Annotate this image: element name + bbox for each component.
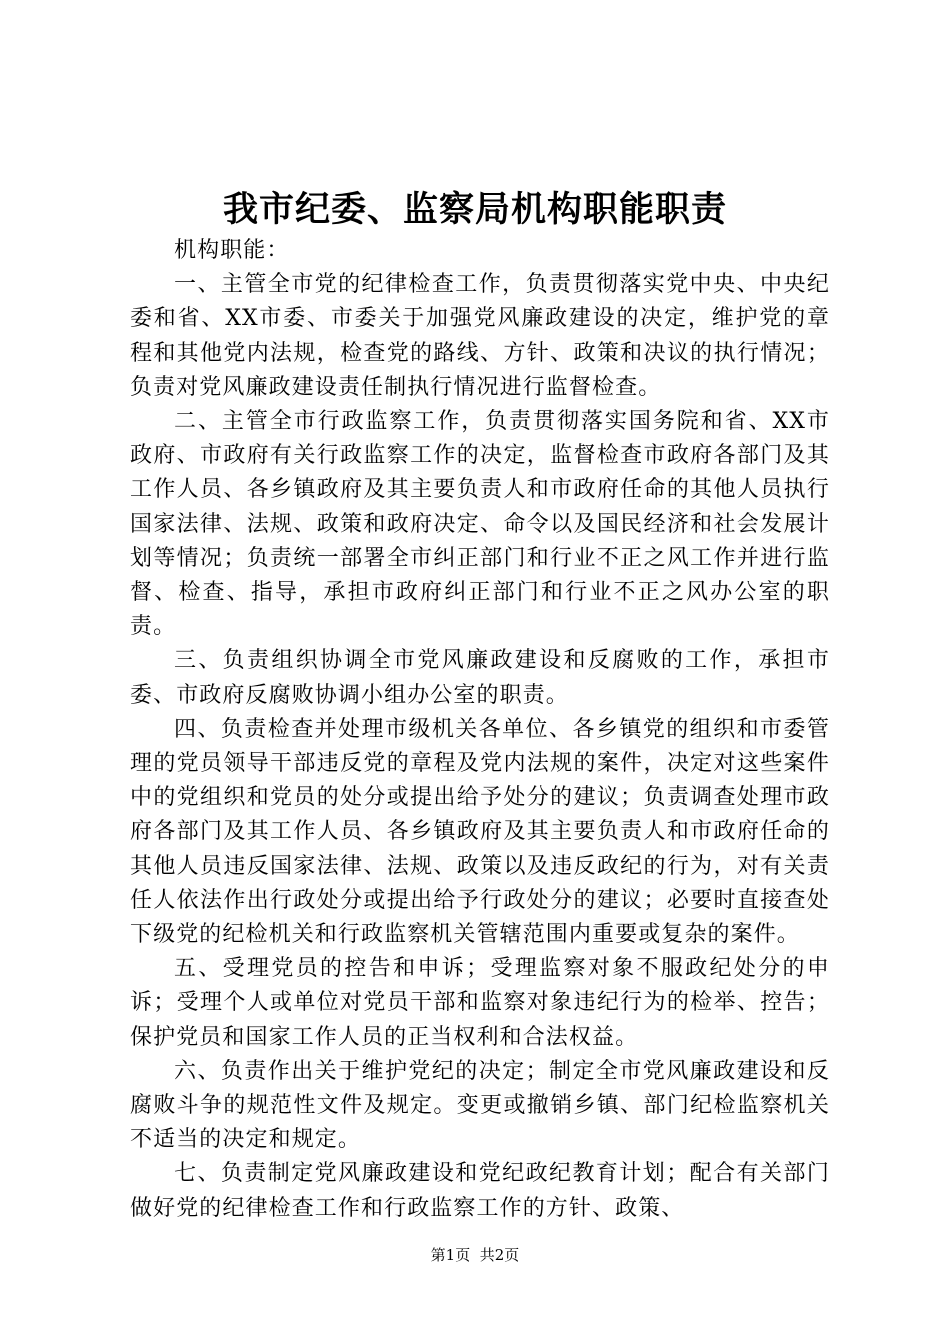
paragraph-item-7: 七、负责制定党风廉政建设和党纪政纪教育计划；配合有关部门做好党的纪律检查工作和行政监察工作的方针、政策、 <box>130 1161 830 1221</box>
paragraph-item-2: 二、主管全市行政监察工作，负责贯彻落实国务院和省、XX市政府、市政府有关行政监察工作的决定，监督检查市政府各部门及其工作人员、各乡镇政府及其主要负责人和市政府任命的其他人员执行国家法律、法规、政策和政府决定、命令以及国民经济和社会发展计划等情况；负责统一部署全市纠正部门和行业不正之风工作并进行监督、检查、指导，承担市政府纠正部门和行业不正之风办公室的职责。 <box>130 409 830 640</box>
paragraph-item-5: 五、受理党员的控告和申诉；受理监察对象不服政纪处分的申诉；受理个人或单位对党员干部和监察对象违纪行为的检举、控告；保护党员和国家工作人员的正当权利和合法权益。 <box>130 956 830 1050</box>
page-total: 共2页 <box>479 1246 520 1264</box>
document-body <box>130 234 830 1226</box>
document-title: 我市纪委、监察局机构职能职责 <box>222 189 727 230</box>
page-number: 第1页 <box>430 1246 471 1264</box>
paragraph-item-1: 一、主管全市党的纪律检查工作，负责贯彻落实党中央、中央纪委和省、XX市委、市委关于加强党风廉政建设的决定，维护党的章程和其他党内法规，检查党的路线、方针、政策和决议的执行情况；负责对党风廉政建设责任制执行情况进行监督检查。 <box>130 272 830 400</box>
paragraph-item-3: 三、负责组织协调全市党风廉政建设和反腐败的工作，承担市委、市政府反腐败协调小组办公室的职责。 <box>130 648 830 708</box>
paragraph-item-4: 四、负责检查并处理市级机关各单位、各乡镇党的组织和市委管理的党员领导干部违反党的章程及党内法规的案件，决定对这些案件中的党组织和党员的处分或提出给予处分的建议；负责调查处理市政府各部门及其工作人员、各乡镇政府及其主要负责人和市政府任命的其他人员违反国家法律、法规、政策以及违反政纪的行为，对有关责任人依法作出行政处分或提出给予行政处分的建议；必要时直接查处下级党的纪检机关和行政监察机关管辖范围内重要或复杂的案件。 <box>130 716 830 948</box>
paragraph-item-6: 六、负责作出关于维护党纪的决定；制定全市党风廉政建设和反腐败斗争的规范性文件及规定。变更或撤销乡镇、部门纪检监察机关不适当的决定和规定。 <box>130 1058 830 1153</box>
paragraph-heading: 机构职能： <box>174 238 290 263</box>
page-footer <box>0 1245 950 1265</box>
